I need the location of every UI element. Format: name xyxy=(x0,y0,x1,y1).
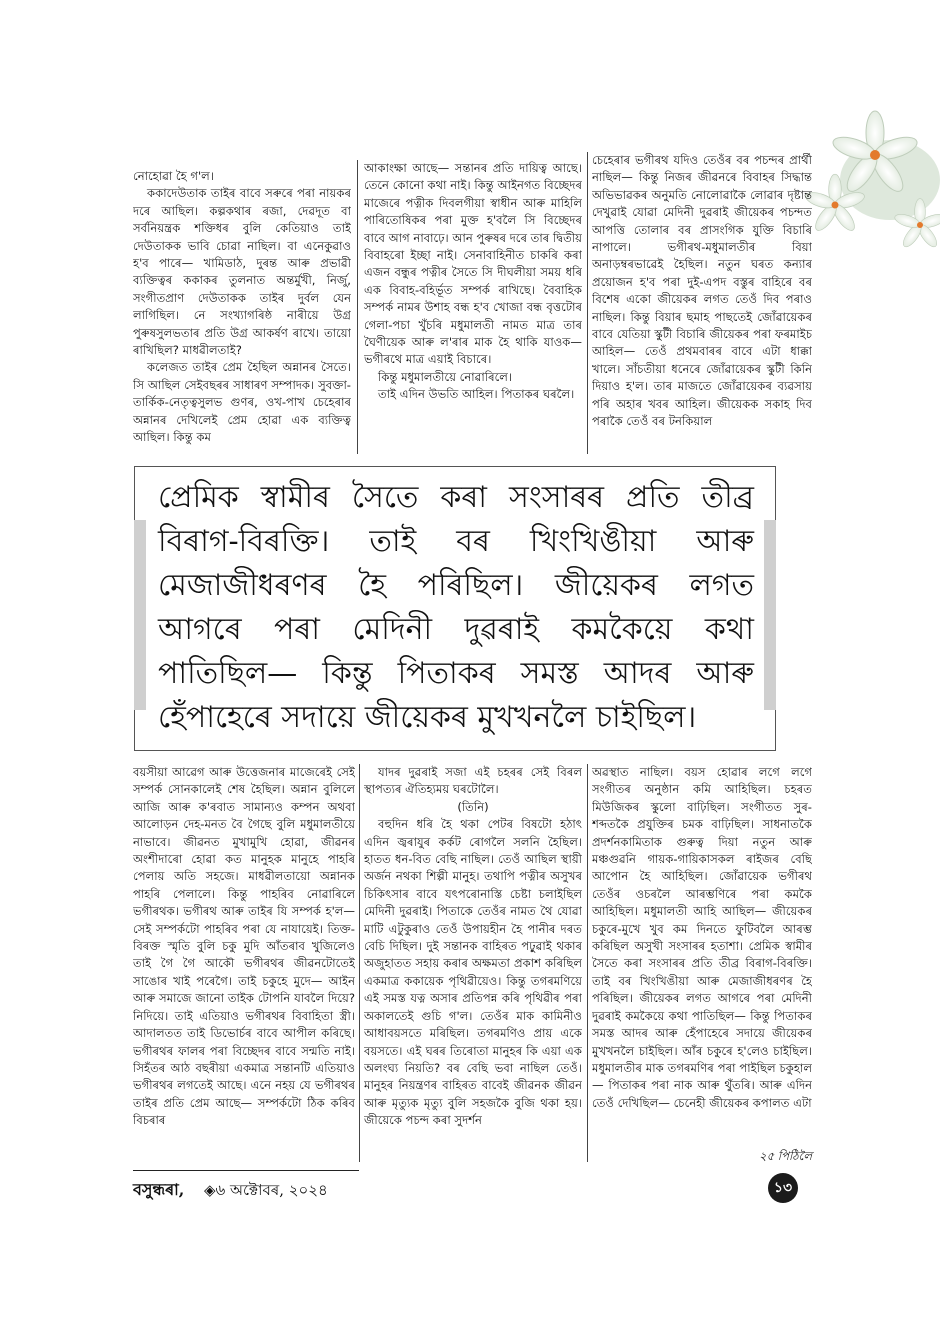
diamond-bullet-icon: ◈ xyxy=(203,1181,216,1199)
article-column-bottom-1 xyxy=(133,764,355,1160)
paragraph: অৱস্থাত নাছিল। বয়স হোৱাৰ লগে লগে সংগীতৰ অনুষ্ঠান কমি আহিছিল। চহৰত মিউজিকৰ স্কুলো বাঢ়িছিল। সংগীতত সুৰ-শব্দতকৈ প্ৰযুক্তিৰ চমক বাঢ়িছিল। সাধনাতকৈ প্ৰদৰ্শনকামিতাক গুৰুত্ব দিয়া নতুন আৰু মঞ্চগুৱনি গায়ক-গায়িকাসকল ৰাইজৰ বেছি আপোন হৈ আহিছিল। জোঁৱায়েক ভগীৰথ তেওঁৰ ওচৰলৈ আৰম্ভণিৰে পৰা কমকৈ আহিছিল। মধুমালতী আহি আছিল— জীয়েকৰ চকুৰে-মুখে খুব কম দিনতে ফুটিবলৈ আৰম্ভ কৰিছিল অসুখী সংসাৰৰ হতাশা। প্ৰেমিক স্বামীৰ সৈতে কৰা সংসাৰৰ প্ৰতি তীব্ৰ বিৰাগ-বিৰক্তি। তাই বৰ খিংখিঙীয়া আৰু মেজাজীধৰণৰ হৈ পৰিছিল। জীয়েকৰ লগত আগৰে পৰা মেদিনী দুৱৰাই কমকৈয়ে কথা পাতিছিল— কিন্তু পিতাকৰ সমস্ত আদৰ আৰু হেঁপাহেৰে সদায়ে জীয়েকৰ মুখখনলৈ চাইছিল। আঁৰ চকুৰে হ'লেও চাইছিল। মধুমালতীৰ মাক তগৰমণিৰ পৰা পাইছিল চকুহাল— পিতাকৰ পৰা নাক আৰু থুঁতৰি। আৰু এদিন তেওঁ দেখিছিল— চেনেহী জীয়েকৰ কপালত এটা xyxy=(592,765,812,1110)
article-column-top-1 xyxy=(133,168,351,453)
paragraph: আকাংক্ষা আছে— সন্তানৰ প্ৰতি দায়িত্ব আছে। তেনে কোনো কথা নাই। কিন্তু আইনগত বিচ্ছেদৰ মাজেৰে পত্নীক দিবলগীয়া স্বাধীন আৰু মাহিলি পাৰিতোষিকৰ পৰা মুক্ত হ'বলৈ সি বিচ্ছেদৰ বাবে আগ নাবাঢ়ে। আন পুৰুষৰ দৰে তাৰ দ্বিতীয় বিবাহৰো ইচ্ছা নাই। সেনাবাহিনীত চাকৰি কৰা এজন বন্ধুৰ পত্নীৰ সৈতে সি দীঘলীয়া সময় ধৰি এক বিবাহ-বহিৰ্ভূত সম্পৰ্ক ৰাখিছে। বৈবাহিক সম্পৰ্ক নামৰ উশাহ বন্ধ হ'ব খোজা বন্ধ বৃত্তটোৰ গেলা-পচা খুঁচৰি মধুমালতী নামত মাত্ৰ তাৰ ঘৈণীয়েক আৰু ল'ৰাৰ মাক হৈ থাকি যাওক— ভগীৰথে মাত্ৰ এয়াই বিচাৰে। xyxy=(364,161,582,367)
paragraph: তাই এদিন উভতি আহিল। পিতাকৰ ঘৰলৈ। xyxy=(378,387,575,402)
paragraph: নোহোৱা হৈ গ'ল। xyxy=(133,169,214,183)
issue-date: ৬ অক্টোবৰ, ২০২৪ xyxy=(215,1181,328,1199)
pull-quote-bar-left xyxy=(134,520,146,710)
issue-date-wrapper xyxy=(204,1181,328,1199)
page-number: ১৩ xyxy=(768,1173,798,1203)
article-column-top-3 xyxy=(592,152,812,454)
paragraph: বয়সীয়া আৱেগ আৰু উত্তেজনাৰ মাজেৰেই সেই সম্পৰ্ক সোনকালেই শেষ হৈছিল। অন্নান বুলিলে আজি আৰু ক'ৰবাত সামান্যও কম্পন অথবা আলোড়ন দেহ-মনত বৈ গৈছে বুলি মধুমালতীয়ে নাভাবে। জীৱনত মুখামুখি হোৱা, জীৱনৰ অংশীদাৰো হোৱা কত মানুহক মানুহে পাহৰি পেলায় অতি সহজে। মাধৱীলতায়ো অন্নানক পাহৰি পেলালে। কিন্তু পাহৰিব নোৱাৰিলে ভগীৰথক। ভগীৰথ আৰু তাইৰ যি সম্পৰ্ক হ'ল— সেই সম্পৰ্কটো পাহৰিব পৰা যে নাযায়েই। তিক্ত-বিৰক্ত স্মৃতি বুলি চকু মুদি আঁতৰাব খুজিলেও তাই গৈ গৈ আকৌ ভগীৰথৰ জীৱনটোতেই সাঙোৰ খাই পৰেগৈ। তাই চকুহে মুদে— আইন আৰু সমাজে জানো তাইক টোপনি যাবলৈ দিয়ে? নিদিয়ে। তাই এতিয়াও ভগীৰথৰ বিবাহিতা স্ত্ৰী। আদালতত তাই ডিভোৰ্চৰ বাবে আপীল কৰিছে। ভগীৰথৰ ফালৰ পৰা বিচ্ছেদৰ বাবে সন্মতি নাই। সিহঁতৰ আঠ বছৰীয়া একমাত্ৰ সন্তানটি এতিয়াও ভগীৰথৰ লগতেই আছে। এনে নহয় যে ভগীৰথৰ তাইৰ প্ৰতি প্ৰেম আছে— সম্পৰ্কটো ঠিক কৰিব বিচৰাৰ xyxy=(133,765,355,1128)
paragraph: যাদৰ দুৱৰাই সজা এই চহৰৰ সেই বিৰল স্থাপত্যৰ ঐতিহ্যময় ঘৰটোলৈ। xyxy=(364,765,582,797)
pull-quote xyxy=(158,476,754,740)
footer-rule xyxy=(133,1170,359,1171)
magazine-name: বসুন্ধৰা, xyxy=(133,1180,185,1199)
section-number: (তিনি) xyxy=(457,799,489,814)
pull-quote-bar-right xyxy=(764,520,776,710)
continued-on-page: ২৫ পিঠিলৈ xyxy=(759,1149,812,1163)
column-divider xyxy=(357,160,358,454)
article-column-top-2 xyxy=(364,160,582,453)
paragraph: ককাদেউতাক তাইৰ বাবে সৰুৰে পৰা নায়কৰ দৰে আছিল। কল্পকথাৰ ৰজা, দেৱদূত বা সৰ্বনিয়ন্ত্ৰক শক্তিধৰ বুলি কেতিয়াও তাই দেউতাকক ভাবি চোৱা নাছিল। বা এনেকুৱাও হ'ব পাৰে— খামিডাঠ, দুৰন্ত আৰু প্ৰভাৱী ব্যক্তিত্বৰ ককাকৰ তুলনাত অন্তৰ্মুখী, নিৰ্জু, সংগীতপ্ৰাণ দেউতাকক তাইৰ দুৰ্বল যেন লাগিছিল। নে সংখ্যাগৰিষ্ঠ নাৰীয়ে উগ্ৰ পুৰুষসুলভতাৰ প্ৰতি উগ্ৰ আকৰ্ষণ ৰাখে। তায়ো ৰাখিছিল? মাধৱীলতাই? xyxy=(133,186,351,358)
column-divider xyxy=(359,764,360,1162)
article-column-bottom-3 xyxy=(592,764,812,1142)
paragraph: কলেজত তাইৰ প্ৰেম হৈছিল অন্নানৰ সৈতে। সি আছিল সেইবছৰৰ সাধাৰণ সম্পাদক। সুবক্তা-তাৰ্কিক-নেতৃত্বসুলভ গুণৰ, ওখ-পাখ চেহেৰাৰ অন্নানৰ দেখিলেই প্ৰেম হোৱা এক ব্যক্তিত্ব আছিল। কিন্তু কম xyxy=(133,360,351,445)
paragraph: চেহেৰাৰ ভগীৰথ যদিও তেওঁৰ বৰ পচন্দৰ প্ৰাৰ্থী নাছিল— কিন্তু নিজৰ জীৱনৰে বিবাহৰ সিদ্ধান্ত অভিভাৱকৰ অনুমতি নোলোৱাকৈ লোৱাৰ দৃষ্টান্ত দেখুৱাই যোৱা মেদিনী দুৱৰাই জীয়েকৰ পচন্দত আপত্তি তোলাৰ বৰ প্ৰাসংগিক যুক্তি বিচাৰি নাপালে। ভগীৰথ-মধুমালতীৰ বিয়া অনাড়ম্বৰভাৱেই হৈছিল। নতুন ঘৰত কন্যাৰ প্ৰয়োজন হ'ব পৰা দুই-এপদ বস্তুৰ বাহিৰে বৰ বিশেষ একো জীয়েকৰ লগত তেওঁ দিব পৰাও নাছিল। কিন্তু বিয়াৰ ছমাহ পাছতেই জোঁৱায়েকৰ বাবে যেতিয়া স্কুটী বিচাৰি জীয়েকৰ পৰা ফৰমাইচ আহিল— তেওঁ প্ৰথমবাৰৰ বাবে এটা ধাক্কা খালে। সাঁচতীয়া ধনেৰে জোঁৱায়েকৰ স্কুটী কিনি দিয়াও হ'ল। তাৰ মাজতে জোঁৱায়েকৰ ব্যৱসায় পৰি অহাৰ খবৰ আহিল। জীয়েকক সকাহ দিব পৰাকৈ তেওঁ বৰ টনকিয়াল xyxy=(592,153,812,429)
paragraph: বহুদিন ধৰি হৈ থকা পেটৰ বিষটো হঠাৎ এদিন জ্বৰাযুৰ কৰ্কট ৰোগলৈ সলনি হৈছিল। হাতত ধন-বিত বেছি নাছিল। তেওঁ আছিল স্থায়ী অৰ্জন নথকা শিল্পী মানুহ। তথাপি পত্নীৰ অসুখৰ চিকিৎসাৰ বাবে যৎপৰোনাস্তি চেষ্টা চলাইছিল মেদিনী দুৱৰাই। পিতাকে তেওঁৰ নামত থৈ যোৱা মাটি এটুকুৰাও তেওঁ উপায়হীন হৈ পানীৰ দৰত বেচি দিছিল। দুই সন্তানক বাহিৰত পঢ়ুৱাই থকাৰ অজুহাতত সহায় কৰাৰ অক্ষমতা প্ৰকাশ কৰিছিল একমাত্ৰ ককায়েক পৃথিৱীয়েও। কিন্তু তগৰমণিয়ে এই সমস্ত যত্ন অসাৰ প্ৰতিপন্ন কৰি পৃথিৱীৰ পৰা অকালতেই গুচি গ'ল। তেওঁৰ মাক কামিনীও আধাবয়সতে মৰিছিল। তগৰমণিও প্ৰায় একে বয়সতে। এই ঘৰৰ তিৰোতা মানুহৰ কি এয়া এক অলংঘ্য নিয়তি? বৰ বেছি ভবা নাছিল তেওঁ। মানুহৰ নিয়ন্ত্ৰণৰ বাহিৰত বাবেই জীৱনক জীৱন আৰু মৃত্যুক মৃত্যু বুলি সহজকৈ বুজি থকা হয়। জীয়েকে পচন্দ কৰা সুদৰ্শন xyxy=(364,817,582,1128)
pull-quote-text: প্ৰেমিক স্বামীৰ সৈতে কৰা সংসাৰৰ প্ৰতি তীব্ৰ বিৰাগ-বিৰক্তি। তাই বৰ খিংখিঙীয়া আৰু মেজাজীধৰণৰ হৈ পৰিছিল। জীয়েকৰ লগত আগৰে পৰা মেদিনী দুৱৰাই কমকৈয়ে কথা পাতিছিল— কিন্তু পিতাকৰ সমস্ত আদৰ আৰু হেঁপাহেৰে সদায়ে জীয়েকৰ মুখখনলৈ চাইছিল। xyxy=(158,480,754,735)
article-column-bottom-2 xyxy=(364,764,582,1160)
column-divider xyxy=(587,152,588,454)
paragraph: কিন্তু মধুমালতীয়ে নোৱাৰিলে। xyxy=(378,369,513,384)
column-divider xyxy=(587,764,588,1162)
footer-magazine-info xyxy=(133,1177,328,1204)
